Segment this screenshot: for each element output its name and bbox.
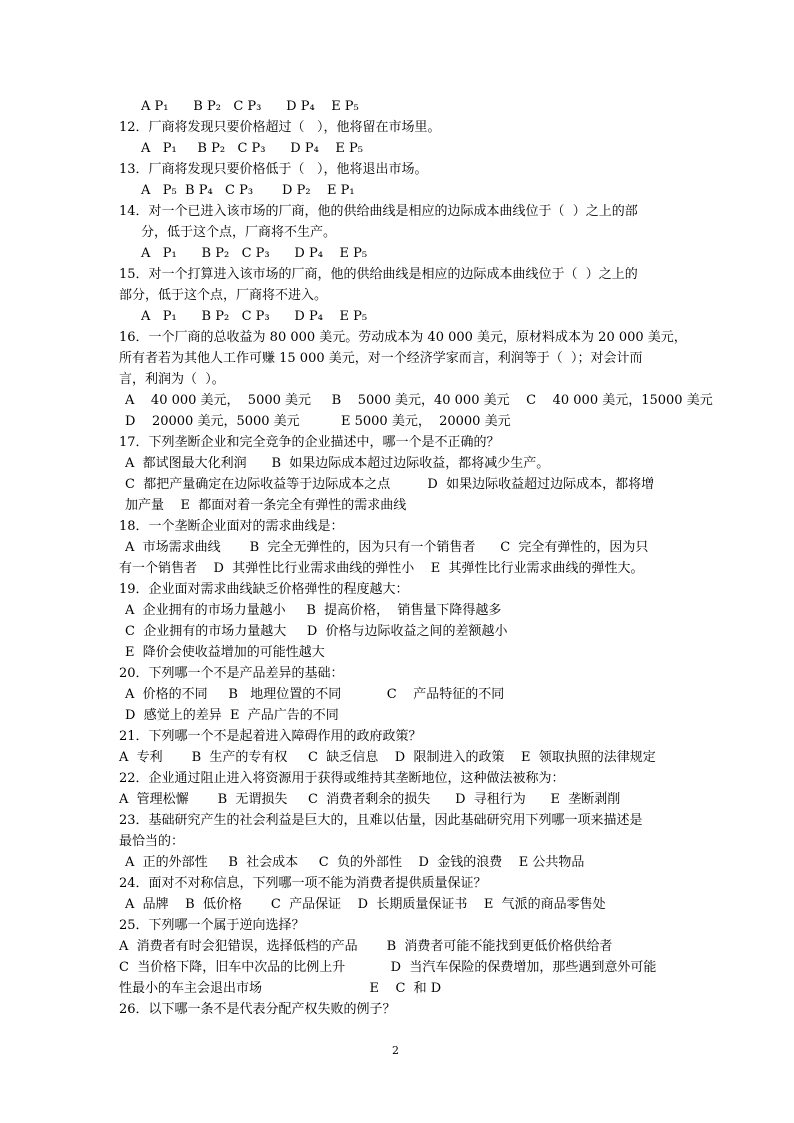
q20-options: A 价格的不同 B 地理位置的不同 C 产品特征的不同 [125, 687, 505, 702]
q19-options: A 企业拥有的市场力量越小 B 提高价格， 销售量下降得越多 [125, 603, 502, 618]
q24-options: A 品牌 B 低价格 C 产品保证 D 长期质量保证书 E 气派的商品零售处 [125, 897, 606, 912]
q21-question: 21．下列哪一个不是起着进入障碍作用的政府政策？ [119, 729, 422, 744]
q16-question-cont: 言，利润为（ ）。 [119, 372, 225, 387]
q18-options: A 市场需求曲线 B 完全无弹性的，因为只有一个销售者 C 完全有弹性的，因为只 [125, 540, 649, 555]
q20-options: D 感觉上的差异 E 产品广告的不同 [125, 708, 339, 723]
q25-options: A 消费者有时会犯错误，选择低档的产品 B 消费者可能不能找到更低价格供给者 [119, 939, 613, 954]
q11-options: A P₁ B P₂ C P₃ D P₄ E P₅ [141, 99, 359, 114]
q17-options: A 都试图最大化利润 B 如果边际成本超过边际收益，都将减少生产。 [125, 456, 550, 471]
q18-options: 有一个销售者 D 其弹性比行业需求曲线的弹性小 E 其弹性比行业需求曲线的弹性大。 [119, 561, 644, 576]
q22-options: A 管理松懈 B 无谓损失 C 消费者剩余的损失 D 寻租行为 E 垄断剥削 [119, 792, 621, 807]
q19-options: C 企业拥有的市场力量越大 D 价格与边际收益之间的差额越小 [125, 624, 508, 639]
q20-question: 20．下列哪一个不是产品差异的基础： [119, 666, 344, 681]
q25-options: 性最小的车主会退出市场 E C 和 D [119, 981, 442, 996]
q25-options: C 当价格下降，旧车中次品的比例上升 D 当汽车保险的保费增加，那些遇到意外可能 [119, 960, 657, 975]
q17-options: C 都把产量确定在边际收益等于边际成本之点 D 如果边际收益超过边际成本，都将增 [125, 477, 655, 492]
q14-options: A P₁ B P₂ C P₃ D P₄ E P₅ [141, 246, 368, 261]
q18-question: 18．一个垄断企业面对的需求曲线是： [119, 519, 344, 534]
q17-options: 加产量 E 都面对着一条完全有弹性的需求曲线 [125, 498, 407, 513]
q15-question-cont: 部分，低于这个点，厂商将不进入。 [119, 288, 328, 303]
q23-options: A 正的外部性 B 社会成本 C 负的外部性 D 金钱的浪费 E 公共物品 [125, 855, 585, 870]
q14-question: 14．对一个已进入该市场的厂商，他的供给曲线是相应的边际成本曲线位于（ ）之上的部 [119, 204, 638, 219]
q12-question: 12．厂商将发现只要价格超过（ ），他将留在市场里。 [119, 120, 441, 135]
q13-options: A P₅ B P₄ C P₃ D P₂ E P₁ [141, 183, 355, 198]
q16-options: A 40 000 美元， 5000 美元 B 5000 美元，40 000 美元 C 40 000 美元，15000 美元 [125, 393, 713, 408]
q21-options: A 专利 B 生产的专有权 C 缺乏信息 D 限制进入的政策 E 领取执照的法律规定 [119, 750, 656, 765]
q13-question: 13．厂商将发现只要价格低于（ ），他将退出市场。 [119, 162, 428, 177]
q16-question-cont: 所有者若为其他人工作可赚 15 000 美元，对一个经济学家而言，利润等于（ ）；对会计而 [119, 351, 643, 366]
q23-question-cont: 最恰当的： [119, 834, 185, 849]
page-number: 2 [392, 1044, 399, 1057]
q19-options: E 降价会使收益增加的可能性越大 [125, 645, 325, 660]
q16-question: 16．一个厂商的总收益为 80 000 美元。劳动成本为 40 000 美元，原材料成本为 20 000 美元， [119, 330, 687, 345]
q19-question: 19．企业面对需求曲线缺乏价格弹性的程度越大： [119, 582, 409, 597]
q17-question: 17．下列垄断企业和完全竞争的企业描述中，哪一个是不正确的？ [119, 435, 500, 450]
q23-question: 23．基础研究产生的社会利益是巨大的，且难以估量，因此基础研究用下列哪一项来描述是 [119, 813, 643, 828]
q14-question-cont: 分，低于这个点，厂商将不生产。 [141, 225, 337, 240]
q16-options: D 20000 美元，5000 美元 E 5000 美元， 20000 美元 [125, 414, 511, 429]
q26-question: 26．以下哪一条不是代表分配产权失败的例子？ [119, 1002, 396, 1017]
q24-question: 24．面对不对称信息，下列哪一项不能为消费者提供质量保证？ [119, 876, 487, 891]
q22-question: 22．企业通过阻止进入将资源用于获得或维持其垄断地位，这种做法被称为： [119, 771, 565, 786]
q15-question: 15．对一个打算进入该市场的厂商，他的供给曲线是相应的边际成本曲线位于（ ）之上的 [119, 267, 638, 282]
q25-question: 25．下列哪一个属于逆向选择？ [119, 918, 305, 933]
q15-options: A P₁ B P₂ C P₃ D P₄ E P₅ [141, 309, 368, 324]
q12-options: A P₁ B P₂ C P₃ D P₄ E P₅ [141, 141, 363, 156]
